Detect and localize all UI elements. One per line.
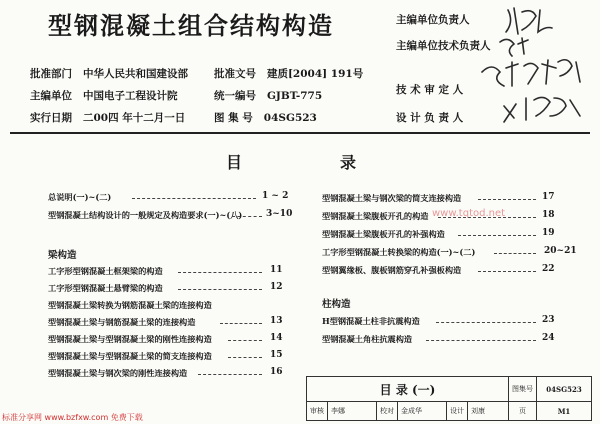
toc-leader bbox=[228, 357, 262, 358]
toc-page: 17 bbox=[542, 192, 555, 202]
center-watermark: www.tqtod.net bbox=[432, 208, 506, 219]
effective-date-label: 实行日期 bbox=[30, 112, 72, 124]
atlas-no-value: 04SG523 bbox=[263, 112, 317, 124]
atlas-no-label: 图 集 号 bbox=[214, 112, 253, 124]
info-left-row-1 bbox=[30, 66, 188, 81]
toc-heading-right: 录 bbox=[340, 153, 357, 172]
title-block-name: 目 录 (一) bbox=[307, 377, 509, 402]
toc-page: 19 bbox=[542, 228, 555, 238]
toc-item[interactable]: 工字形型钢混凝土转换梁的构造(一)~(二) bbox=[322, 247, 476, 257]
title-block-check-label: 校对 bbox=[377, 402, 398, 421]
info-mid-row-2 bbox=[214, 88, 322, 103]
toc-page: 15 bbox=[270, 350, 283, 360]
toc-item[interactable]: 型钢混凝土结构设计的一般规定及构造要求(一)~(八) bbox=[48, 210, 243, 220]
toc-page: 14 bbox=[270, 333, 283, 343]
info-mid-row-1 bbox=[214, 66, 363, 81]
title-block-page-label: 页 bbox=[509, 402, 537, 421]
chief-unit-label: 主编单位 bbox=[30, 90, 72, 102]
unified-no-value: GJBT-775 bbox=[266, 90, 323, 102]
title-block-atlas-label: 图集号 bbox=[509, 377, 537, 402]
toc-item[interactable]: 型钢混凝土梁与型钢混凝土梁的刚性连接构造 bbox=[48, 334, 212, 344]
toc-page: 16 bbox=[270, 367, 283, 377]
toc-heading-left: 目 bbox=[226, 153, 243, 172]
toc-page: 20~21 bbox=[544, 246, 577, 256]
toc-item[interactable]: 型钢混凝土梁与钢筋混凝土梁的连接构造 bbox=[48, 317, 196, 327]
toc-leader bbox=[478, 199, 536, 200]
toc-leader bbox=[178, 289, 262, 290]
toc-leader bbox=[220, 323, 262, 324]
toc-page: 24 bbox=[542, 333, 555, 343]
unified-no-label: 统一编号 bbox=[214, 90, 256, 102]
title-block-atlas-no: 04SG523 bbox=[537, 377, 592, 402]
toc-page: 22 bbox=[542, 264, 555, 274]
chief-unit-tech-head-label: 主编单位技术负责人 bbox=[396, 40, 491, 52]
title-block bbox=[306, 376, 592, 421]
chief-unit-head-label: 主编单位负责人 bbox=[396, 14, 470, 26]
tech-reviewer-label: 技 术 审 定 人 bbox=[396, 84, 464, 96]
toc-item[interactable]: 型钢混凝土梁与钢次梁的简支连接构造 bbox=[322, 193, 462, 203]
toc-item[interactable]: 型钢混凝土梁与钢次梁的刚性连接构造 bbox=[48, 368, 188, 378]
toc-leader bbox=[426, 340, 536, 341]
toc-section-beam: 梁构造 bbox=[48, 250, 77, 261]
toc-leader bbox=[436, 322, 536, 323]
info-left-row-2 bbox=[30, 88, 177, 103]
bottom-watermark: 标准分享网 www.bzfxw.com 免费下载 bbox=[2, 413, 143, 422]
toc-page: 12 bbox=[270, 282, 283, 292]
toc-page: 3~10 bbox=[266, 209, 293, 219]
toc-leader bbox=[228, 340, 262, 341]
title-block-design-name: 刘康 bbox=[468, 402, 509, 421]
toc-item[interactable]: H型钢混凝土柱非抗震构造 bbox=[322, 316, 420, 326]
atlas-title: 型钢混凝土组合结构构造 bbox=[48, 11, 334, 40]
toc-leader bbox=[494, 253, 536, 254]
toc-leader bbox=[178, 272, 262, 273]
title-block-review-label: 审核 bbox=[307, 402, 328, 421]
title-block-check-name: 金成华 bbox=[398, 402, 447, 421]
toc-item[interactable]: 型钢翼缘板、腹板钢筋穿孔补强板构造 bbox=[322, 265, 462, 275]
toc-item[interactable]: 型钢混凝土梁与型钢混凝土梁的简支连接构造 bbox=[48, 351, 212, 361]
title-block-page-no: M1 bbox=[537, 402, 592, 421]
effective-date-value: 二00四 年十二月一日 bbox=[82, 112, 186, 124]
toc-leader bbox=[198, 374, 262, 375]
toc-page: 11 bbox=[270, 265, 283, 275]
toc-item[interactable]: 型钢混凝土梁腹板开孔的构造 bbox=[322, 211, 429, 221]
toc-page: 13 bbox=[270, 316, 283, 326]
toc-leader bbox=[478, 271, 536, 272]
toc-leader bbox=[232, 216, 262, 217]
title-block-review-name: 李娜 bbox=[328, 402, 377, 421]
toc-leader bbox=[132, 198, 256, 199]
approval-dept-label: 批准部门 bbox=[30, 68, 72, 80]
approval-doc-label: 批准文号 bbox=[214, 68, 256, 80]
toc-item[interactable]: 型钢混凝土梁腹板开孔的补强构造 bbox=[322, 229, 445, 239]
toc-item[interactable]: 型钢混凝土梁转换为钢筋混凝土梁的连接构造 bbox=[48, 300, 212, 310]
chief-unit-value: 中国电子工程设计院 bbox=[82, 90, 178, 102]
toc-item[interactable]: 工字形型钢混凝土框架梁的构造 bbox=[48, 266, 163, 276]
toc-item[interactable]: 工字形型钢混凝土悬臂梁的构造 bbox=[48, 283, 163, 293]
toc-item[interactable]: 型钢混凝土角柱抗震构造 bbox=[322, 334, 413, 344]
approval-doc-value: 建质[2004] 191号 bbox=[266, 68, 364, 80]
toc-page: 1 ~ 2 bbox=[262, 191, 289, 201]
header-divider bbox=[10, 132, 590, 134]
approval-dept-value: 中华人民共和国建设部 bbox=[82, 68, 188, 80]
info-mid-row-3 bbox=[214, 110, 317, 125]
info-left-row-3 bbox=[30, 110, 185, 125]
toc-leader bbox=[458, 235, 536, 236]
title-block-design-label: 设计 bbox=[447, 402, 468, 421]
toc-page: 23 bbox=[542, 315, 555, 325]
toc-section-column: 柱构造 bbox=[322, 299, 351, 310]
toc-page: 18 bbox=[542, 210, 555, 220]
toc-item[interactable]: 总说明(一)~(二) bbox=[48, 192, 112, 202]
design-lead-label: 设 计 负 责 人 bbox=[396, 112, 464, 124]
handwritten-signatures bbox=[478, 2, 598, 130]
